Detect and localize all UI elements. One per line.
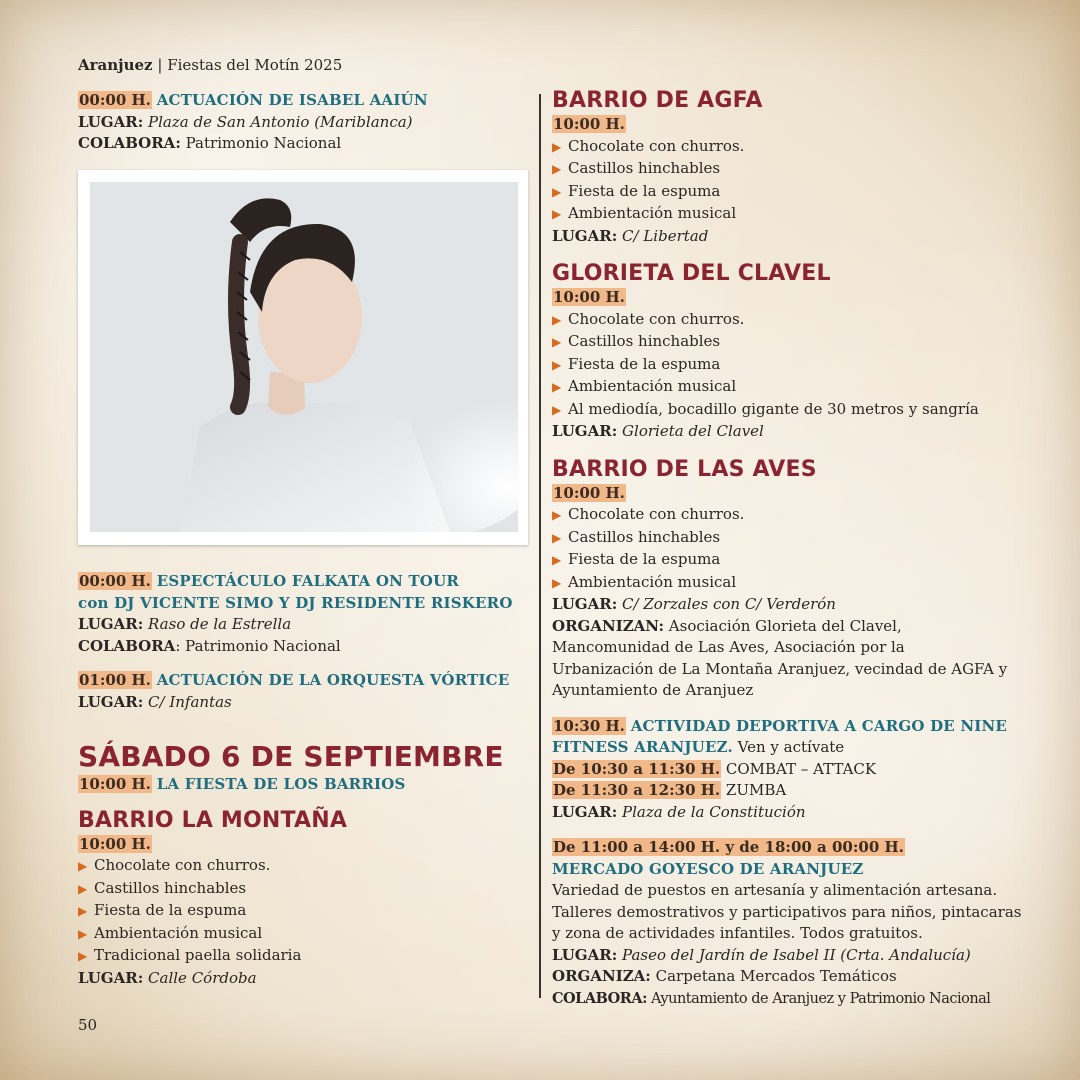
triangle-bullet-icon: ▶ [552, 312, 562, 327]
session-name: COMBAT – ATTACK [721, 759, 877, 778]
barrio-title: BARRIO DE LAS AVES [552, 456, 817, 482]
event-falkata [78, 571, 523, 657]
lugar-label: LUGAR: [78, 112, 144, 131]
barrio-title: BARRIO DE AGFA [552, 88, 763, 113]
lugar-value: Paseo del Jardín de Isabel II (Crta. Andalucía) [622, 945, 971, 964]
event-description: Variedad de puestos en artesanía y alimentación artesana. [552, 881, 998, 899]
organizan-value-cont: Ayuntamiento de Aranjuez [552, 681, 754, 699]
event-title-cont: con DJ VICENTE SIMO Y DJ RESIDENTE RISKERO [78, 593, 513, 612]
triangle-bullet-icon: ▶ [552, 530, 562, 545]
session-name: ZUMBA [721, 781, 787, 799]
barrio-title: GLORIETA DEL CLAVEL [552, 261, 831, 286]
event-time: De 11:00 a 14:00 H. y de 18:00 a 00:00 H. [553, 838, 904, 856]
colabora-label: COLABORA: [78, 134, 181, 152]
lugar-label: LUGAR: [552, 945, 618, 964]
event-isabel [78, 90, 523, 155]
event-vortice [78, 670, 523, 713]
list-item: ▶ Al mediodía, bocadillo gigante de 30 metros y sangría [552, 399, 1022, 422]
lugar-label: LUGAR: [552, 802, 618, 821]
barrio-title: BARRIO LA MONTAÑA [78, 807, 348, 833]
list-item: ▶ Ambientación musical [78, 923, 523, 946]
barrio-time: 10:00 H. [79, 834, 151, 853]
artist-photo-frame [78, 170, 528, 545]
list-item: ▶ Tradicional paella solidaria [78, 945, 523, 968]
barrio-montana [78, 808, 523, 990]
event-title: ACTIVIDAD DEPORTIVA A CARGO DE NINE [630, 716, 1008, 735]
organizan-label: ORGANIZAN: [552, 616, 665, 635]
list-item: ▶ Chocolate con churros. [552, 136, 1022, 159]
right-column [552, 88, 1022, 1010]
event-time: 00:00 H. [79, 572, 151, 590]
lugar-label: LUGAR: [78, 692, 144, 711]
list-item: ▶ Chocolate con churros. [78, 855, 523, 878]
page-number: 50 [78, 1016, 98, 1034]
list-item: ▶ Chocolate con churros. [552, 504, 1022, 527]
session-time: De 10:30 a 11:30 H. [553, 759, 721, 778]
barrio-agfa [552, 88, 1022, 247]
event-mercado [552, 837, 1022, 1010]
lugar-value: Raso de la Estrella [148, 615, 292, 633]
list-item: ▶ Ambientación musical [552, 203, 1022, 226]
list-item: ▶ Castillos hinchables [78, 878, 523, 901]
left-column-top [78, 90, 523, 165]
organizan-value-cont: Mancomunidad de Las Aves, Asociación por la [552, 638, 905, 656]
barrio-clavel [552, 261, 1022, 443]
triangle-bullet-icon: ▶ [78, 859, 88, 873]
column-divider [539, 94, 541, 998]
triangle-bullet-icon: ▶ [78, 926, 88, 941]
event-title: MERCADO GOYESCO DE ARANJUEZ [552, 859, 864, 878]
lugar-label: LUGAR: [78, 968, 144, 987]
header-city: Aranjuez [78, 56, 153, 74]
colabora-value: Patrimonio Nacional [185, 134, 342, 152]
lugar-value: Plaza de la Constitución [622, 802, 806, 821]
triangle-bullet-icon: ▶ [552, 335, 562, 349]
list-item: ▶ Ambientación musical [552, 376, 1022, 399]
triangle-bullet-icon: ▶ [552, 139, 562, 154]
lugar-value: C/ Libertad [622, 226, 709, 245]
organiza-value: Carpetana Mercados Temáticos [655, 967, 897, 985]
lugar-value: Glorieta del Clavel [622, 422, 764, 440]
triangle-bullet-icon: ▶ [78, 904, 88, 918]
lugar-value: Calle Córdoba [148, 968, 257, 987]
list-item: ▶ Castillos hinchables [552, 158, 1022, 181]
event-description: Talleres demostrativos y participativos para niños, pintacaras [552, 902, 1022, 921]
list-item: ▶ Castillos hinchables [552, 331, 1022, 354]
colabora-label: COLABORA [78, 636, 176, 655]
event-nine-fitness [552, 716, 1022, 824]
list-item: ▶ Castillos hinchables [552, 527, 1022, 550]
colabora-value: : Patrimonio Nacional [175, 636, 341, 655]
list-item: ▶ Chocolate con churros. [552, 309, 1022, 332]
list-item: ▶ Fiesta de la espuma [78, 900, 523, 923]
day-section [78, 740, 523, 796]
lugar-label: LUGAR: [552, 422, 618, 440]
event-time: 00:00 H. [79, 91, 151, 109]
artist-photo-illustration [90, 182, 518, 532]
event-extra: Ven y actívate [732, 738, 845, 756]
artist-photo [90, 182, 518, 532]
lugar-value: C/ Zorzales con C/ Verderón [622, 595, 836, 613]
barrio-time: 10:00 H. [553, 483, 625, 502]
triangle-bullet-icon: ▶ [552, 402, 562, 417]
event-time: 01:00 H. [79, 671, 151, 689]
lugar-label: LUGAR: [78, 615, 144, 633]
lugar-label: LUGAR: [552, 226, 618, 245]
barrio-time: 10:00 H. [553, 288, 625, 306]
barrio-time: 10:00 H. [553, 115, 625, 133]
event-title: ESPECTÁCULO FALKATA ON TOUR [156, 572, 460, 590]
day-subtitle: LA FIESTA DE LOS BARRIOS [156, 775, 406, 793]
event-title: ACTUACIÓN DE ISABEL AAIÚN [156, 91, 428, 109]
event-description: y zona de actividades infantiles. Todos gratuitos. [552, 924, 923, 942]
list-item: ▶ Fiesta de la espuma [552, 354, 1022, 377]
organizan-value: Asociación Glorieta del Clavel, [668, 616, 902, 635]
list-item: ▶ Fiesta de la espuma [552, 549, 1022, 572]
triangle-bullet-icon: ▶ [552, 162, 562, 176]
page-header [78, 56, 342, 74]
triangle-bullet-icon: ▶ [552, 575, 562, 590]
organiza-label: ORGANIZA: [552, 967, 651, 985]
lugar-label: LUGAR: [552, 595, 618, 613]
organizan-value-cont: Urbanización de La Montaña Aranjuez, vecindad de AGFA y [552, 659, 1008, 678]
event-title-cont: FITNESS ARANJUEZ. [552, 738, 733, 756]
triangle-bullet-icon: ▶ [552, 207, 562, 221]
colabora-value: Ayuntamiento de Aranjuez y Patrimonio Nacional [651, 990, 991, 1007]
lugar-value: C/ Infantas [148, 692, 232, 711]
day-title: SÁBADO 6 DE SEPTIEMBRE [78, 740, 504, 773]
lugar-value: Plaza de San Antonio (Mariblanca) [148, 112, 413, 131]
header-event: Fiestas del Motín 2025 [167, 56, 343, 74]
header-separator: | [157, 56, 163, 74]
triangle-bullet-icon: ▶ [552, 380, 562, 394]
list-item: ▶ Fiesta de la espuma [552, 181, 1022, 204]
day-time: 10:00 H. [79, 775, 151, 793]
session-time: De 11:30 a 12:30 H. [553, 781, 721, 799]
colabora-label: COLABORA: [552, 989, 647, 1007]
event-time: 10:30 H. [553, 716, 625, 735]
triangle-bullet-icon: ▶ [552, 508, 562, 522]
triangle-bullet-icon: ▶ [552, 184, 562, 199]
triangle-bullet-icon: ▶ [552, 357, 562, 372]
left-column-bottom [78, 571, 523, 989]
barrio-aves [552, 457, 1022, 702]
triangle-bullet-icon: ▶ [552, 553, 562, 567]
event-title: ACTUACIÓN DE LA ORQUESTA VÓRTICE [156, 671, 510, 689]
list-item: ▶ Ambientación musical [552, 572, 1022, 595]
triangle-bullet-icon: ▶ [78, 881, 88, 896]
triangle-bullet-icon: ▶ [78, 949, 88, 963]
